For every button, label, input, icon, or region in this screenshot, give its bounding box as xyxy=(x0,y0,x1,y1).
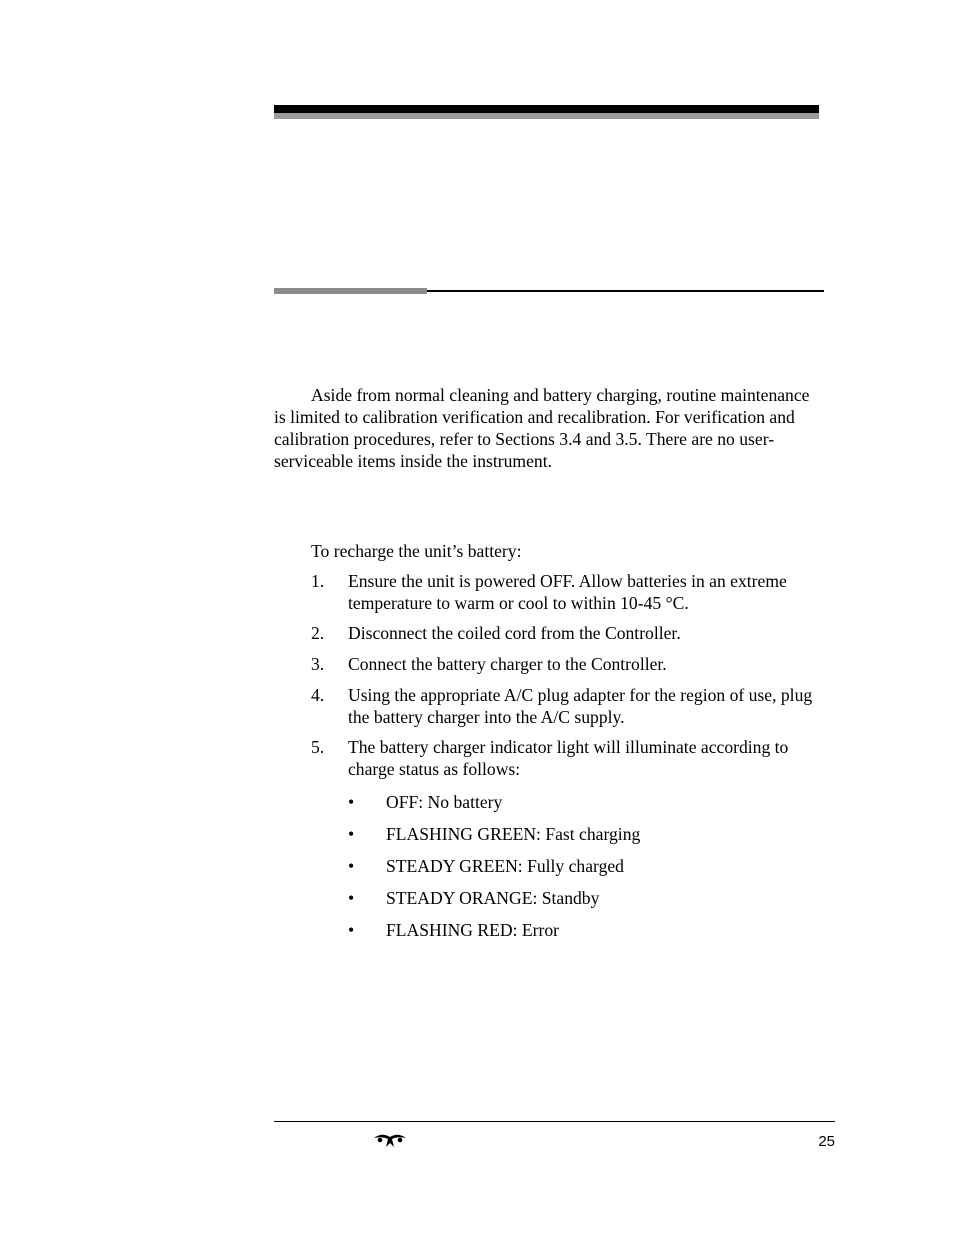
step-text: Disconnect the coiled cord from the Controller. xyxy=(348,623,681,643)
bullet-text: STEADY ORANGE: Standby xyxy=(386,888,600,908)
header-rule-black xyxy=(274,105,819,113)
maintenance-paragraph xyxy=(274,384,824,472)
step-text: The battery charger indicator light will illuminate according to charge status as follows: xyxy=(348,737,789,779)
step-text: Ensure the unit is powered OFF. Allow batteries in an extreme temperature to warm or cool to within 10-45 °C. xyxy=(348,571,787,613)
section-rule xyxy=(427,290,824,292)
step-number: 5. xyxy=(311,737,325,757)
recharge-intro: To recharge the unit’s battery: xyxy=(311,541,522,561)
step-text: Connect the battery charger to the Controller. xyxy=(348,654,667,674)
step-number: 2. xyxy=(311,623,325,643)
maintenance-paragraph-text: Aside from normal cleaning and battery charging, routine maintenance is limited to calibration verification and recalibration. For verification and calibration procedures, refer to Sections 3.4 and 3.5. There are no user-serviceable items inside the instrument. xyxy=(274,385,810,471)
step-number: 3. xyxy=(311,654,325,674)
step-number: 1. xyxy=(311,571,325,591)
bullet-text: FLASHING RED: Error xyxy=(386,920,559,940)
bullet-icon: • xyxy=(348,856,355,876)
header-rule-gray xyxy=(274,113,819,119)
bullet-icon: • xyxy=(348,792,355,812)
section-marker-bar xyxy=(274,288,427,294)
teledyne-logo-icon xyxy=(372,1131,408,1149)
footer-rule xyxy=(274,1121,835,1122)
bullet-text: OFF: No battery xyxy=(386,792,503,812)
step-text: Using the appropriate A/C plug adapter for the region of use, plug the battery charger into the A/C supply. xyxy=(348,685,813,727)
page-number: 25 xyxy=(818,1133,835,1150)
bullet-icon: • xyxy=(348,920,355,940)
step-number: 4. xyxy=(311,685,325,705)
bullet-icon: • xyxy=(348,888,355,908)
bullet-text: STEADY GREEN: Fully charged xyxy=(386,856,624,876)
bullet-icon: • xyxy=(348,824,355,844)
bullet-text: FLASHING GREEN: Fast charging xyxy=(386,824,641,844)
